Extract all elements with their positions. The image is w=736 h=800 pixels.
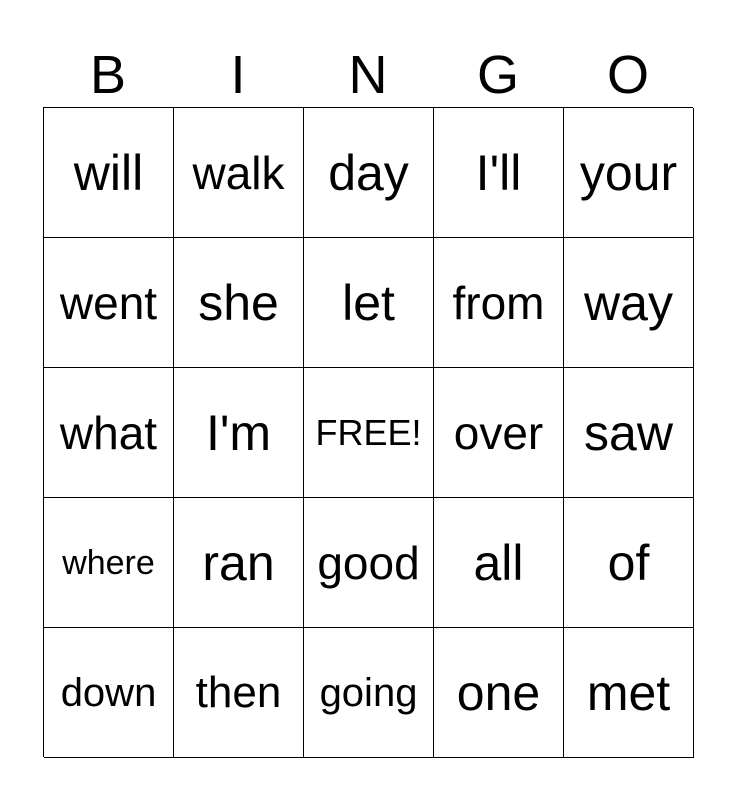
bingo-cell[interactable]: day [304, 108, 434, 238]
bingo-cell[interactable]: walk [174, 108, 304, 238]
bingo-cell[interactable]: one [434, 628, 564, 758]
header-letter-i: I [230, 45, 246, 105]
bingo-cell[interactable]: saw [564, 368, 694, 498]
bingo-cell[interactable]: all [434, 498, 564, 628]
bingo-cell[interactable]: of [564, 498, 694, 628]
bingo-header [43, 44, 693, 106]
bingo-cell[interactable]: good [304, 498, 434, 628]
bingo-cell[interactable]: then [174, 628, 304, 758]
bingo-cell[interactable]: I'm [174, 368, 304, 498]
bingo-cell[interactable]: went [44, 238, 174, 368]
bingo-cell[interactable]: from [434, 238, 564, 368]
bingo-cell[interactable]: ran [174, 498, 304, 628]
bingo-cell[interactable]: she [174, 238, 304, 368]
bingo-board [43, 107, 693, 757]
bingo-cell[interactable]: over [434, 368, 564, 498]
bingo-cell[interactable]: going [304, 628, 434, 758]
bingo-cell[interactable]: way [564, 238, 694, 368]
bingo-cell[interactable]: will [44, 108, 174, 238]
header-letter-n: N [348, 45, 388, 105]
bingo-cell[interactable]: down [44, 628, 174, 758]
bingo-cell[interactable]: where [44, 498, 174, 628]
header-letter-b: B [89, 45, 127, 105]
bingo-cell[interactable]: I'll [434, 108, 564, 238]
bingo-cell[interactable]: let [304, 238, 434, 368]
header-letter-g: G [476, 45, 519, 105]
bingo-cell[interactable]: your [564, 108, 694, 238]
free-space-cell[interactable]: FREE! [304, 368, 434, 498]
header-letter-o: O [606, 45, 649, 105]
bingo-cell[interactable]: what [44, 368, 174, 498]
bingo-cell[interactable]: met [564, 628, 694, 758]
